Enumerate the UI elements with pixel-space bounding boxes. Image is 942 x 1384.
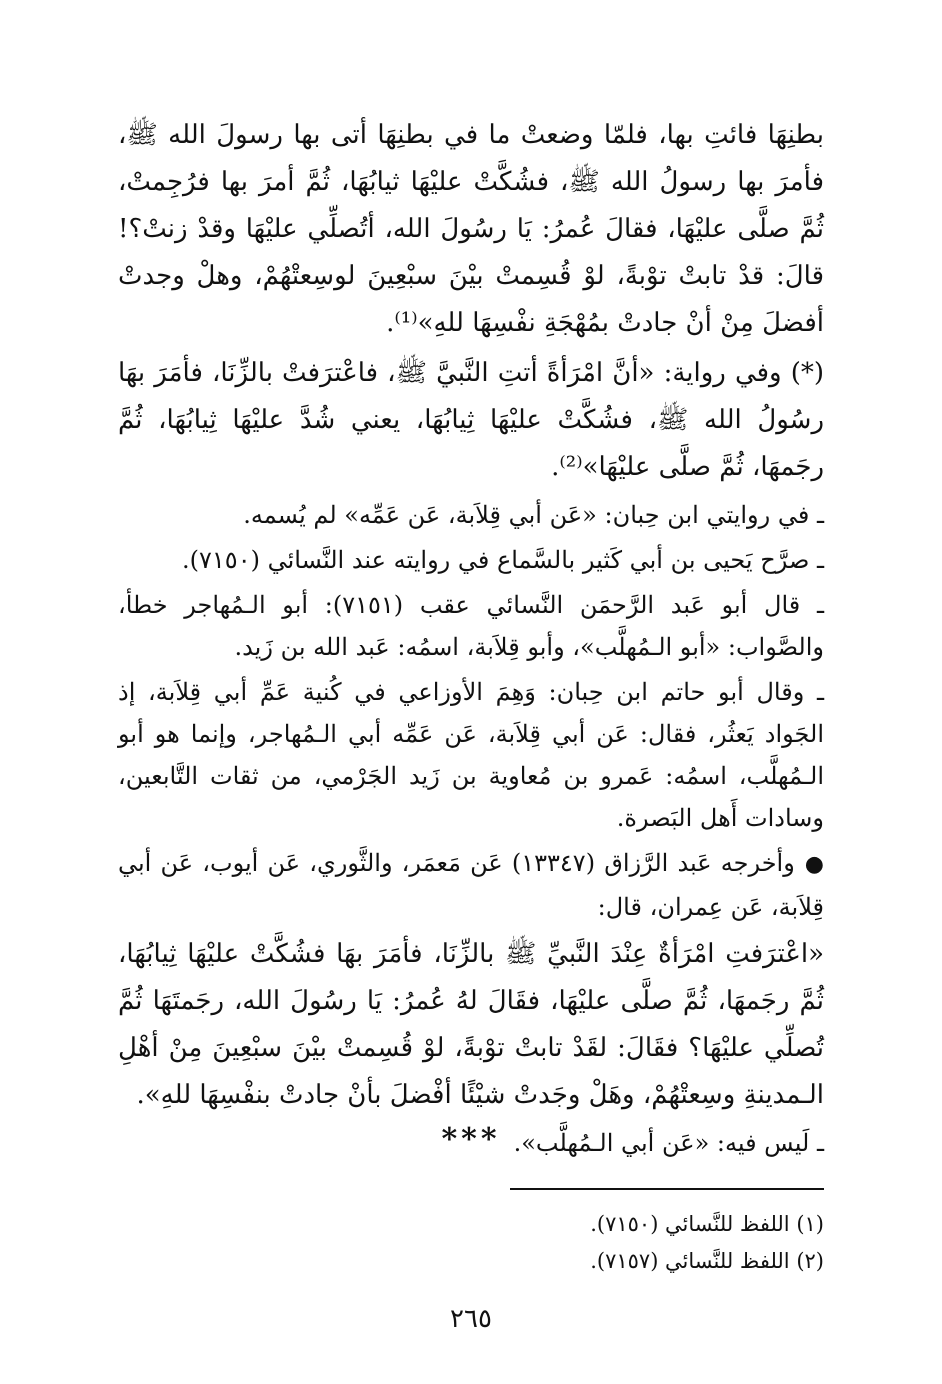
main-text	[118, 112, 824, 1164]
hadith-paragraph: بطنِهَا فائتِ بها، فلمّا وضعتْ ما في بطنِهَا أتى بها رسولَ الله ﷺ، فأمرَ بها رسولُ الله ﷺ، فشُكَّتْ عليْهَا ثيابُهَا، ثُمَّ أمرَ بها فرُجِمتْ، ثُمَّ صلَّى عليْهَا، فقالَ عُمرُ: يَا رسُولَ الله، أتُصلِّي عليْهَا وقدْ زنتْ؟! قالَ: قدْ تابتْ توْبةً، لوْ قُسِمتْ بيْنَ سبْعِينَ لوسِعتْهُمْ، وهلْ وجدتْ أفضلَ مِنْ أنْ جادتْ بمُهْجَةِ نفْسِهَا للهِ»⁽¹⁾.	[118, 120, 824, 338]
bullet-text: وأخرجه عَبد الرَّزاق (١٣٣٤٧) عَن مَعمَر، والثَّوري، عَن أيوب، عَن أبي قِلاَبة، عَن عِمران، قال:	[118, 849, 824, 921]
variant-narration: (*) وفي رواية: «أنَّ امْرَأةً أتتِ النَّبيَّ ﷺ، فاعْترَفتْ بالزِّنَا، فأمَرَ بهَا رسُولُ الله ﷺ، فشُكَّتْ عليْهَا ثِيابُهَا، يعني شُدَّ عليْهَا ثِيابُهَا، ثُمَّ رجَمهَا، ثُمَّ صلَّى عليْهَا»⁽²⁾.	[118, 358, 824, 482]
note-nasai: ـ قال أبو عَبد الرَّحمَن النَّسائي عقب (٧١٥١): أبو الـمُهاجر خطأ، والصَّواب: «أبو الـمُهلَّب»، وأبو قِلاَبة، اسمُه: عَبد الله بن زَيد.	[118, 591, 824, 661]
second-hadith: «اعْترَفتِ امْرَأةٌ عِنْدَ النَّبيِّ ﷺ بالزِّنَا، فأمَرَ بهَا فشُكَّتْ عليْهَا ثِيابُهَا، ثُمَّ رجَمهَا، ثُمَّ صلَّى عليْهَا، فقَالَ لهُ عُمرُ: يَا رسُولَ الله، رجَمتَهَا ثُمَّ تُصلِّي عليْهَا؟ فقَالَ: لقَدْ تابتْ توْبةً، لوْ قُسِمتْ بيْنَ سبْعِينَ مِنْ أهْلِ الـمدينةِ وسِعتْهُمْ، وهَلْ وجَدتْ شيْئًا أفْضلَ بأنْ جادتْ بنفْسِهَا للهِ».	[118, 939, 824, 1110]
note-ibn-hibban: ـ في روايتي ابن حِبان: «عَن أبي قِلاَبة، عَن عَمِّه» لم يُسمه.	[243, 501, 824, 529]
footnote-2: (٢) اللفظ للنَّسائي (٧١٥٧).	[590, 1249, 824, 1273]
note-not-included: ـ لَيس فيه: «عَن أبي الـمُهلَّب».	[513, 1129, 824, 1157]
note-yahya: ـ صرَّح يَحيى بن أبي كَثير بالسَّماع في روايته عند النَّسائي (٧١٥٠).	[182, 546, 824, 574]
footnote-divider	[510, 1188, 824, 1190]
bullet-abd-al-razzaq	[118, 842, 824, 928]
note-abu-hatim: ـ وقال أبو حاتم ابن حِبان: وَهِمَ الأوزاعي في كُنية عَمِّ أبي قِلاَبة، إذ الجَواد يَعثُر، فقال: عَن أبي قِلاَبة، عَن عَمِّه أبي الـمُهاجر، وإنما هو أبو الـمُهلَّب، اسمُه: عَمرو بن مُعاوية بن زَيد الجَرْمي، من ثقات التَّابعين، وسادات أَهل البَصرة.	[118, 678, 824, 832]
footnotes	[118, 1206, 824, 1280]
section-separator: ***	[441, 1122, 501, 1157]
page-number: ٢٦٥	[450, 1304, 492, 1334]
footnote-1: (١) اللفظ للنَّسائي (٧١٥٠).	[590, 1212, 824, 1236]
bullet-icon: ●	[804, 852, 824, 877]
